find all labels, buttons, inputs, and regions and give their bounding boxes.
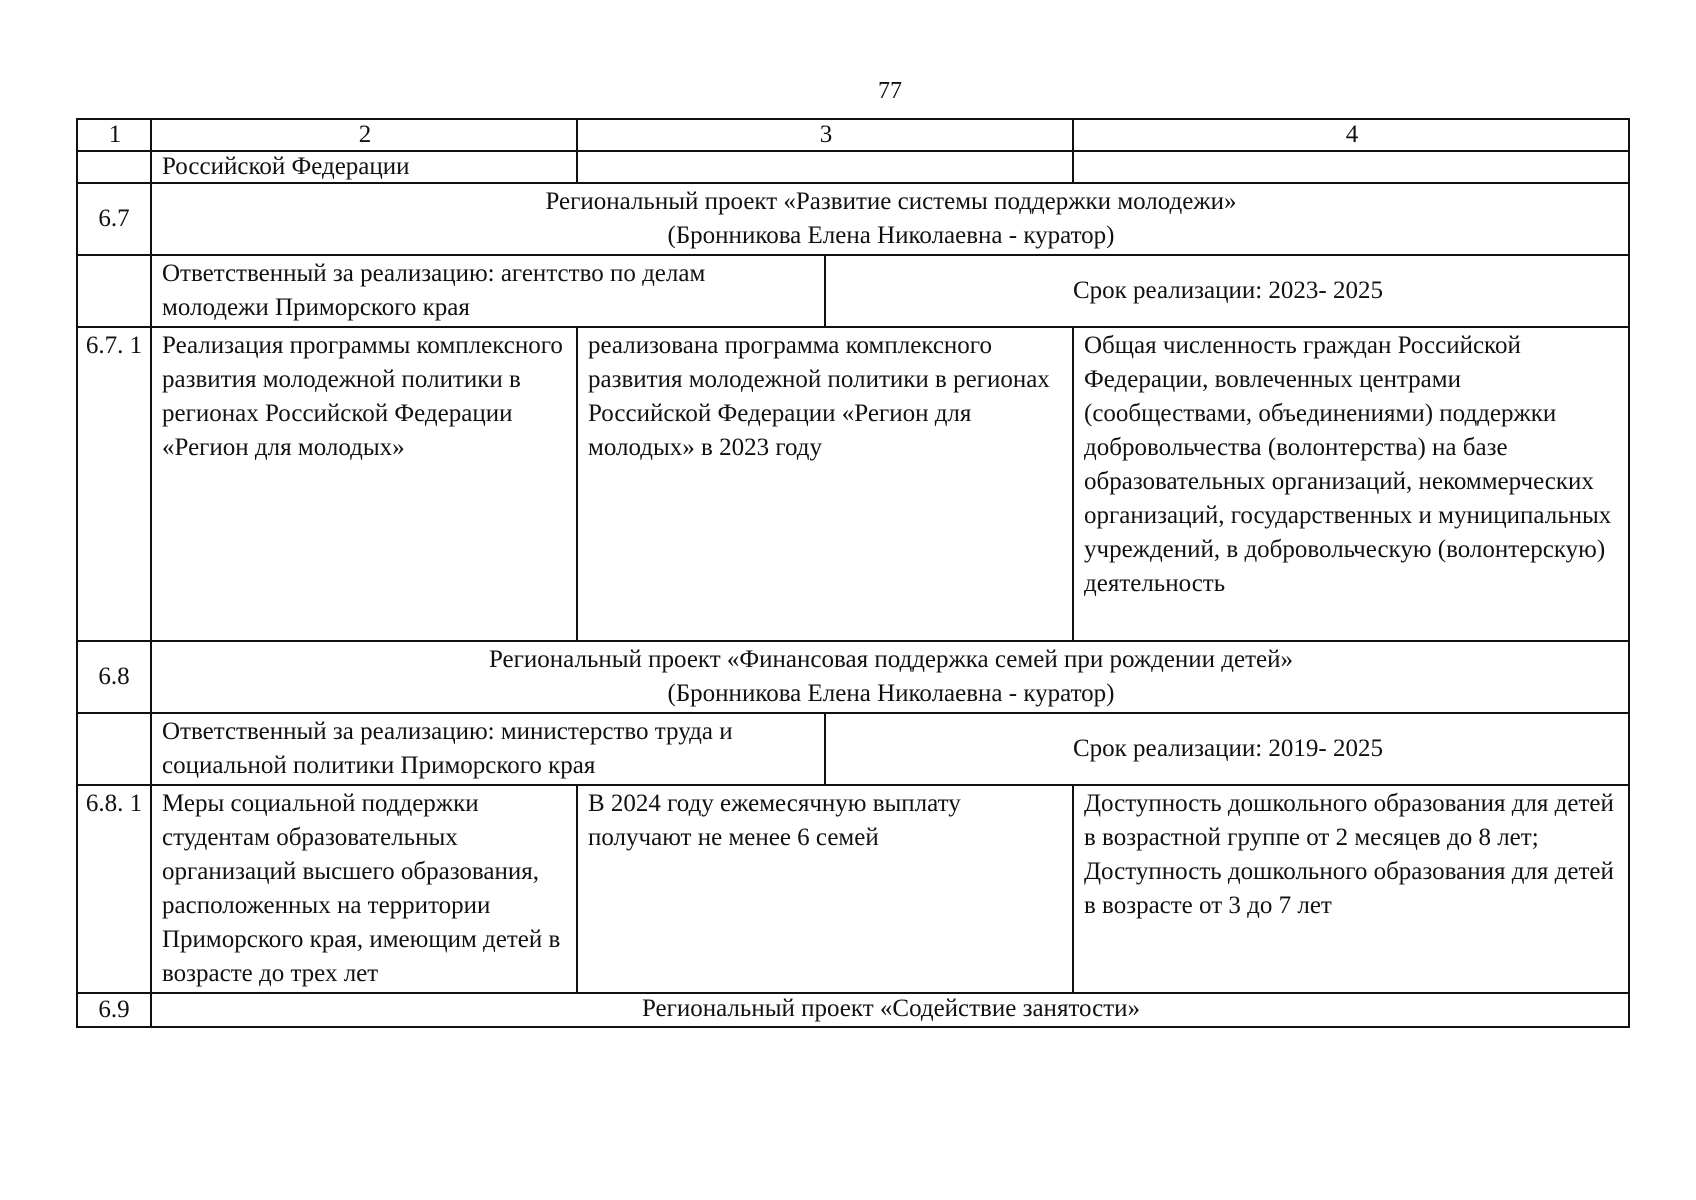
project-number: 6.8 (77, 641, 151, 713)
table-row (77, 327, 1629, 641)
continuation-row (77, 151, 1629, 183)
indicator-line-1: Доступность дошкольного образования для детей в возрастной группе от 2 месяцев до 8 лет; (1084, 790, 1614, 851)
project-title-cell (151, 183, 1629, 255)
project-row (77, 641, 1629, 713)
table-header-row (77, 119, 1629, 151)
measure-result: реализована программа комплексного развития молодежной политики в регионах Российской Федерации «Регион для молодых» в 2023 году (577, 327, 1073, 641)
responsible-text: Ответственный за реализацию: министерство труда и социальной политики Приморского края (151, 713, 825, 785)
header-col-4: 4 (1073, 119, 1629, 151)
measure-name: Реализация программы комплексного развития молодежной политики в регионах Российской Федерации «Регион для молодых» (151, 327, 577, 641)
implementation-term: Срок реализации: 2019- 2025 (825, 713, 1629, 785)
row-number: 6.7. 1 (77, 327, 151, 641)
table-row (77, 785, 1629, 993)
plan-table (76, 118, 1630, 1028)
implementation-term: Срок реализации: 2023- 2025 (825, 255, 1629, 327)
continuation-num (77, 151, 151, 183)
responsible-text: Ответственный за реализацию: агентство по делам молодежи Приморского края (151, 255, 825, 327)
project-title-cell (151, 641, 1629, 713)
header-col-2: 2 (151, 119, 577, 151)
project-row (77, 993, 1629, 1027)
responsible-row (77, 713, 1629, 785)
project-title: Региональный проект «Содействие занятости» (151, 993, 1629, 1027)
measure-indicator (1073, 785, 1629, 993)
project-curator: (Бронникова Елена Николаевна - куратор) (667, 222, 1115, 249)
continuation-col-3 (577, 151, 1073, 183)
page-number: 77 (878, 78, 902, 104)
responsible-num (77, 713, 151, 785)
row-number: 6.8. 1 (77, 785, 151, 993)
project-title: Региональный проект «Развитие системы поддержки молодежи» (545, 188, 1237, 215)
project-title: Региональный проект «Финансовая поддержка семей при рождении детей» (488, 646, 1294, 673)
continuation-col-2: Российской Федерации (151, 151, 577, 183)
responsible-row (77, 255, 1629, 327)
project-number: 6.7 (77, 183, 151, 255)
responsible-num (77, 255, 151, 327)
header-col-1: 1 (77, 119, 151, 151)
project-curator: (Бронникова Елена Николаевна - куратор) (667, 680, 1115, 707)
measure-name: Меры социальной поддержки студентам образовательных организаций высшего образования, расположенных на территории Приморского края, имеющим детей в возрасте до трех лет (151, 785, 577, 993)
measure-result: В 2024 году ежемесячную выплату получают не менее 6 семей (577, 785, 1073, 993)
project-row (77, 183, 1629, 255)
continuation-col-4 (1073, 151, 1629, 183)
indicator-line-2: Доступность дошкольного образования для детей в возрасте от 3 до 7 лет (1084, 858, 1614, 919)
measure-indicator: Общая численность граждан Российской Федерации, вовлеченных центрами (сообществами, объединениями) поддержки добровольчества (волонтерства) на базе образовательных организаций, некоммерческих организаций, государственных и муниципальных учреждений, в добровольческую (волонтерскую) деятельность (1073, 327, 1629, 641)
project-number: 6.9 (77, 993, 151, 1027)
header-col-3: 3 (577, 119, 1073, 151)
